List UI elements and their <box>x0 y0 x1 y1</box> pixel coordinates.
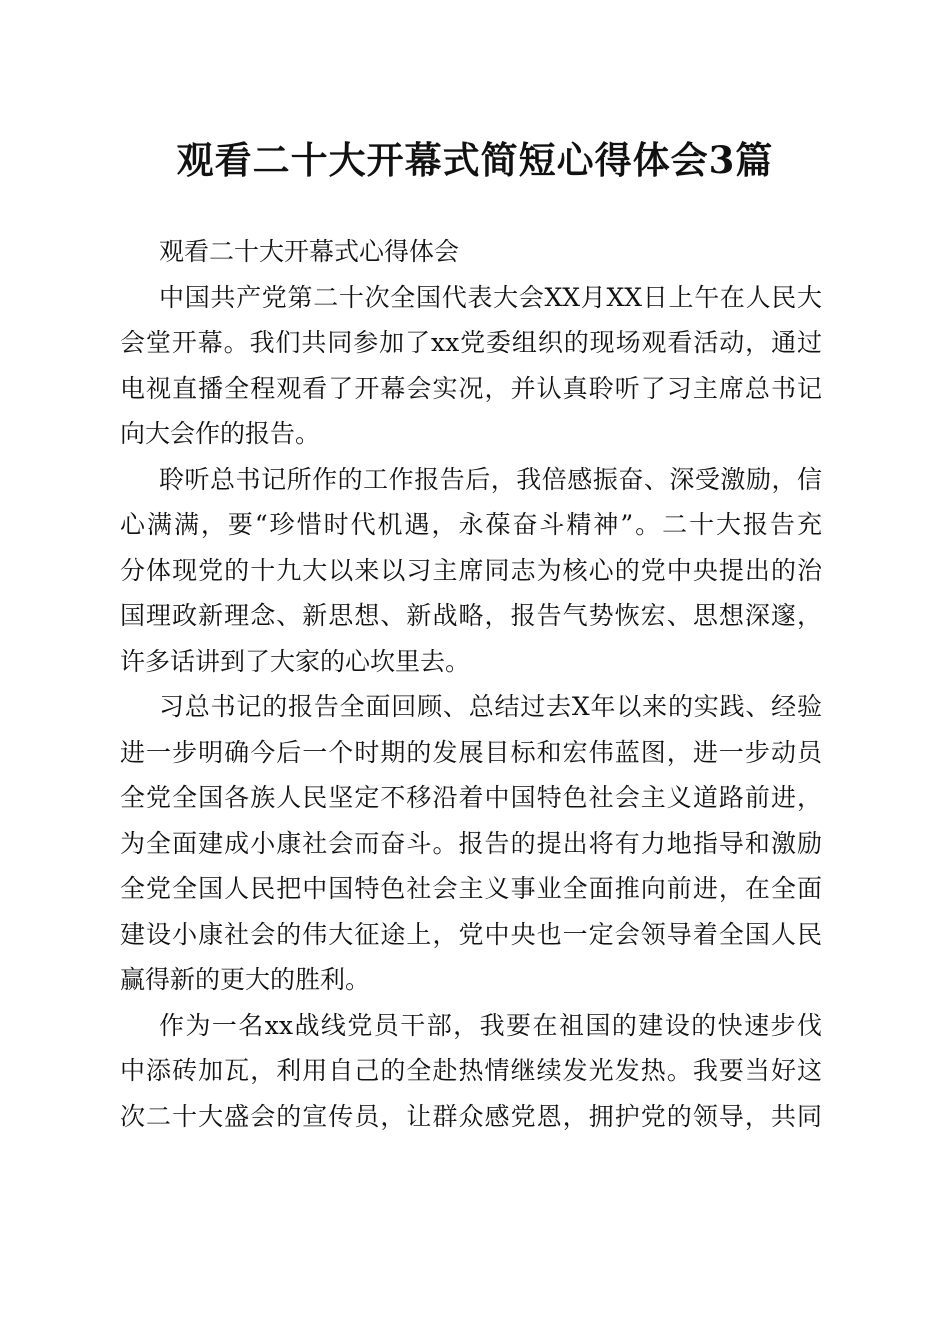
subheading: 观看二十大开幕式心得体会 <box>159 237 460 266</box>
paragraph-line: 全党全国人民把中国特色社会主义事业全面推向前进，在全面 <box>120 874 822 903</box>
paragraph-line: 全党全国各族人民坚定不移沿着中国特色社会主义道路前进， <box>120 783 822 812</box>
paragraph-line: 作为一名xx战线党员干部，我要在祖国的建设的快速步伐 <box>159 1010 822 1040</box>
paragraph-line: 建设小康社会的伟大征途上，党中央也一定会领导着全国人民 <box>120 919 822 949</box>
paragraph-line: 中添砖加瓦，利用自己的全赴热情继续发光发热。我要当好这 <box>120 1056 822 1085</box>
paragraph-line: 国理政新理念、新思想、新战略，报告气势恢宏、思想深邃， <box>120 601 822 630</box>
paragraph-line: 心满满，要“珍惜时代机遇，永葆奋斗精神”。二十大报告充 <box>120 510 822 539</box>
paragraph-line: 进一步明确今后一个时期的发展目标和宏伟蓝图，进一步动员 <box>120 737 822 767</box>
paragraph-line: 赢得新的更大的胜利。 <box>120 965 371 994</box>
paragraph-line: 分体现党的十九大以来以习主席同志为核心的党中央提出的治 <box>120 555 822 585</box>
paragraph-line: 电视直播全程观看了开幕会实况，并认真聆听了习主席总书记 <box>120 373 822 403</box>
paragraph-line: 为全面建成小康社会而奋斗。报告的提出将有力地指导和激励 <box>120 828 822 858</box>
paragraph-line: 会堂开幕。我们共同参加了xx党委组织的现场观看活动，通过 <box>120 328 822 357</box>
paragraph-line: 许多话讲到了大家的心坎里去。 <box>120 646 471 676</box>
paragraph-line: 聆听总书记所作的工作报告后，我倍感振奋、深受激励，信 <box>159 464 822 494</box>
document-body <box>120 229 822 1139</box>
document-title: 观看二十大开幕式简短心得体会3篇 <box>176 138 774 182</box>
paragraph-line: 次二十大盛会的宣传员，让群众感党恩，拥护党的领导，共同 <box>120 1101 822 1131</box>
paragraph-line: 中国共产党第二十次全国代表大会XX月XX日上午在人民大 <box>159 282 822 312</box>
paragraph-line: 习总书记的报告全面回顾、总结过去X年以来的实践、经验 <box>159 692 822 721</box>
paragraph-line: 向大会作的报告。 <box>120 419 321 448</box>
